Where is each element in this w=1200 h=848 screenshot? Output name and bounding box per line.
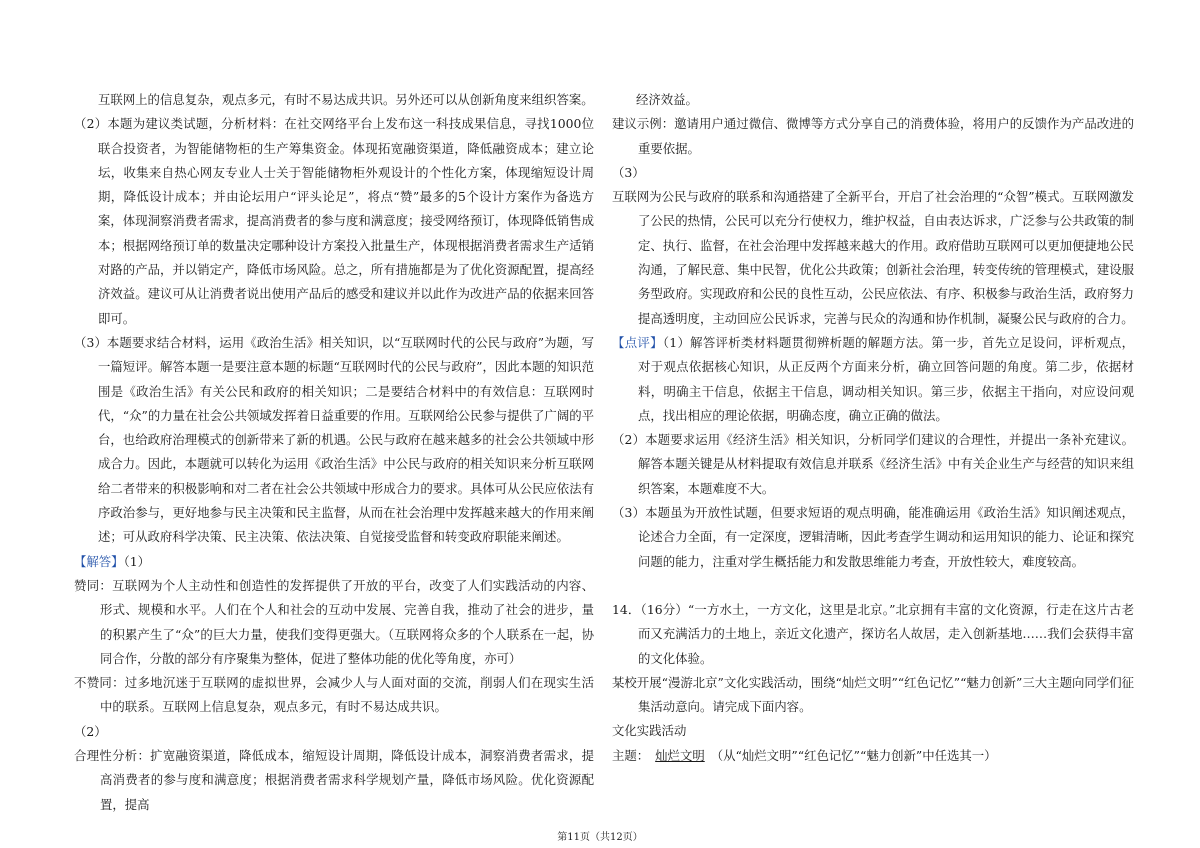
question-14-instruction: 某校开展“漫游北京”文化实践活动，围绕“灿烂文明”“红色记忆”“魅力创新”三大主题向同学们征集活动意向。请完成下面内容。 xyxy=(612,674,1134,715)
suggestion-example: 建议示例：邀请用户通过微信、微博等方式分享自己的消费体验，将用户的反馈作为产品改进的重要依据。 xyxy=(612,116,1134,156)
answer-heading xyxy=(74,550,594,574)
answer-part-1-number: （1） xyxy=(123,553,151,569)
answer-part-3-text: 互联网为公民与政府的联系和沟通搭建了全新平台，开启了社会治理的“众智”模式。互联网激发了公民的热情，公民可以充分行使权力，维护权益，自由表达诉求，广泛参与公共政策的制定、执行、监督，在社会治理中发挥越来越大的作用。政府借助互联网可以更加便捷地公民沟通，了解民意、集中民智，优化公共政策；创新社会治理，转变传统的管理模式，建设服务型政府。实现政府和公民的良性互动，公民应依法、有序、积极参与政治生活，政府努力提高透明度，主动回应公民诉求，完善与民众的沟通和协作机制，凝聚公民与政府的合力。 xyxy=(612,189,1134,326)
answer-disagree: 不赞同：过多地沉迷于互联网的虚拟世界，会减少人与人面对面的交流，削弱人们在现实生活中的联系。互联网上信息复杂，观点多元，有时不易达成共识。 xyxy=(74,675,594,715)
answer-label: 【解答】 xyxy=(74,553,124,569)
analysis-part-3: （3）本题要求结合材料，运用《政治生活》相关知识，以“互联网时代的公民与政府”为题，写一篇短评。解答本题一是要注意本题的标题“互联网时代的公民与政府”，因此本题的知识范围是《政治生活》有关公民和政府的相关知识；二是要结合材料中的有效信息：互联网时代，“众”的力量在社会公共领域发挥着日益重要的作用。互联网给公民参与提供了广阔的平台，也给政府治理模式的创新带来了新的机遇。公民与政府在越来越多的社会公共领域中形成合力。因此，本题就可以转化为运用《政治生活》中公民与政府的相关知识来分析互联网给二者带来的积极影响和对二者在社会公共领域中形成合力的要求。具体可从公民应依法有序政治参与，更好地参与民主决策和民主监督，从而在社会治理中发挥越来越大的作用来阐述；可从政府科学决策、民主决策、依法决策、自觉接受监督和转变政府职能来阐述。 xyxy=(74,334,594,545)
comment-part-3: （3）本题虽为开放性试题，但要求短语的观点明确，能准确运用《政治生活》知识阐述观点，论述合力全面，有一定深度，逻辑清晰，因此考查学生调动和运用知识的能力、论证和探究问题的能力，注重对学生概括能力和发散思维能力考查，开放性较大，难度较高。 xyxy=(612,505,1134,569)
analysis-part-2: （2）本题为建议类试题，分析材料：在社交网络平台上发布这一科技成果信息，寻找1000位联合投资者，为智能储物柜的生产筹集资金。体现拓宽融资渠道，降低融资成本；建立论坛，收集来自热心网友专业人士关于智能储物柜外观设计的个性化方案，体现缩短设计周期，降低设计成本；并由论坛用户“评头论足”，将点“赞”最多的5个设计方案作为备选方案，体现洞察消费者需求，提高消费者的参与度和满意度；接受网络预订，体现降低销售成本；根据网络预订单的数量决定哪种设计方案投入批量生产，体现根据消费者需求生产适销对路的产品，并以销定产，降低市场风险。总之，所有措施都是为了优化资源配置，提高经济效益。建议可从让消费者说出使用产品后的感受和建议并以此作为改进产品的依据来回答即可。 xyxy=(74,116,594,326)
activity-heading: 文化实践活动 xyxy=(612,723,687,739)
comment-label: 【点评】 xyxy=(612,334,663,350)
comment-part-1 xyxy=(612,331,1134,428)
answer-rationality: 合理性分析：扩宽融资渠道，降低成本，缩短设计周期，降低设计成本，洞察消费者需求，提高消费者的参与度和满意度；根据消费者需求科学规划产量，降低市场风险。优化资源配置，提高 xyxy=(74,748,594,812)
answer-part-2-number: （2） xyxy=(74,723,107,739)
theme-label: 主题： xyxy=(612,747,650,763)
paragraph-continuation: 经济效益。 xyxy=(636,92,698,107)
theme-answer: 灿烂文明 xyxy=(655,747,705,763)
answer-part-3-number: （3） xyxy=(612,164,645,180)
comment-part-1-text: （1）解答评析类材料题贯彻辨析题的解题方法。第一步，首先立足设问，评析观点，对于观点依据核心知识，从正反两个方面来分析，确立回答问题的角度。第二步，依据材料，明确主干信息，依据主干信息，调动相关知识。第三步，依据主干指向，对应设问观点，找出相应的理论依据，明确态度，确立正确的做法。 xyxy=(638,334,1134,423)
right-column xyxy=(612,88,1134,768)
theme-note: （从“灿烂文明”“红色记忆”“魅力创新”中任选其一） xyxy=(710,747,997,763)
paragraph-continuation: 互联网上的信息复杂，观点多元，有时不易达成共识。另外还可以从创新角度来组织答案。 xyxy=(98,92,594,107)
page-footer: 第11页（共12页） xyxy=(557,832,643,843)
left-column xyxy=(74,88,594,817)
question-14: 14．（16分）“一方水土，一方文化，这里是北京。”北京拥有丰富的文化资源，行走在这片古老而又充满活力的土地上，亲近文化遗产，探访名人故居，走入创新基地……我们会获得丰富的文化体验。 xyxy=(612,601,1134,666)
answer-agree: 赞同：互联网为个人主动性和创造性的发挥提供了开放的平台，改变了人们实践活动的内容、形式、规模和水平。人们在个人和社会的互动中发展、完善自我，推动了社会的进步，量的积累产生了“众”的巨大力量，使我们变得更强大。（互联网将众多的个人联系在一起，协同合作，分散的部分有序聚集为整体，促进了整体功能的优化等角度，亦可） xyxy=(74,577,594,666)
spacer xyxy=(612,574,1134,598)
theme-line xyxy=(612,744,1134,768)
comment-part-2: （2）本题要求运用《经济生活》相关知识，分析同学们建议的合理性，并提出一条补充建议。解答本题关键是从材料提取有效信息并联系《经济生活》中有关企业生产与经营的知识来组织答案，本题难度不大。 xyxy=(612,432,1134,496)
